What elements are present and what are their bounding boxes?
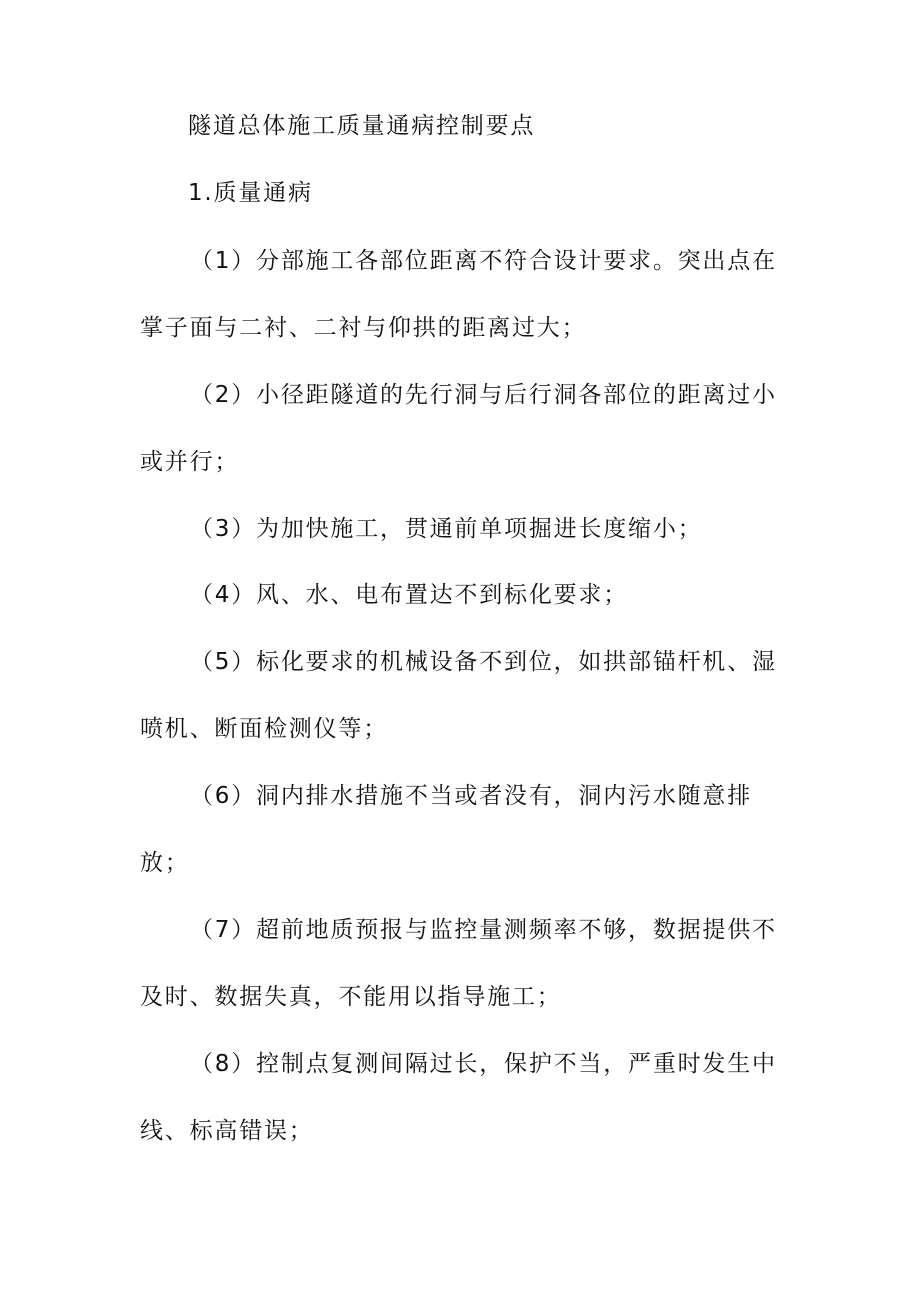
list-item-8-line-2: 线、标高错误； xyxy=(140,1118,314,1144)
list-item-2-line-2: 或并行； xyxy=(140,449,240,475)
document-title: 隧道总体施工质量通病控制要点 xyxy=(188,113,536,139)
list-item-7-line-1: （7）超前地质预报与监控量测频率不够，数据提供不 xyxy=(190,917,777,943)
list-item-4: （4）风、水、电布置达不到标化要求； xyxy=(190,582,629,608)
list-item-6-line-1: （6）洞内排水措施不当或者没有，洞内污水随意排 xyxy=(190,783,753,809)
list-item-2-line-1: （2）小径距隧道的先行洞与后行洞各部位的距离过小 xyxy=(190,382,777,408)
list-item-8-line-1: （8）控制点复测间隔过长，保护不当，严重时发生中 xyxy=(190,1051,777,1077)
list-item-5-line-1: （5）标化要求的机械设备不到位，如拱部锚杆机、湿 xyxy=(190,649,777,675)
list-item-5-line-2: 喷机、断面检测仪等； xyxy=(140,716,388,742)
list-item-1-line-2: 掌子面与二衬、二衬与仰拱的距离过大； xyxy=(140,315,587,341)
list-item-1-line-1: （1）分部施工各部位距离不符合设计要求。突出点在 xyxy=(190,248,777,274)
list-item-7-line-2: 及时、数据失真，不能用以指导施工； xyxy=(140,984,562,1010)
list-item-3: （3）为加快施工，贯通前单项掘进长度缩小； xyxy=(190,516,703,542)
section-heading: 1.质量通病 xyxy=(188,180,313,206)
list-item-6-line-2: 放； xyxy=(140,850,190,876)
